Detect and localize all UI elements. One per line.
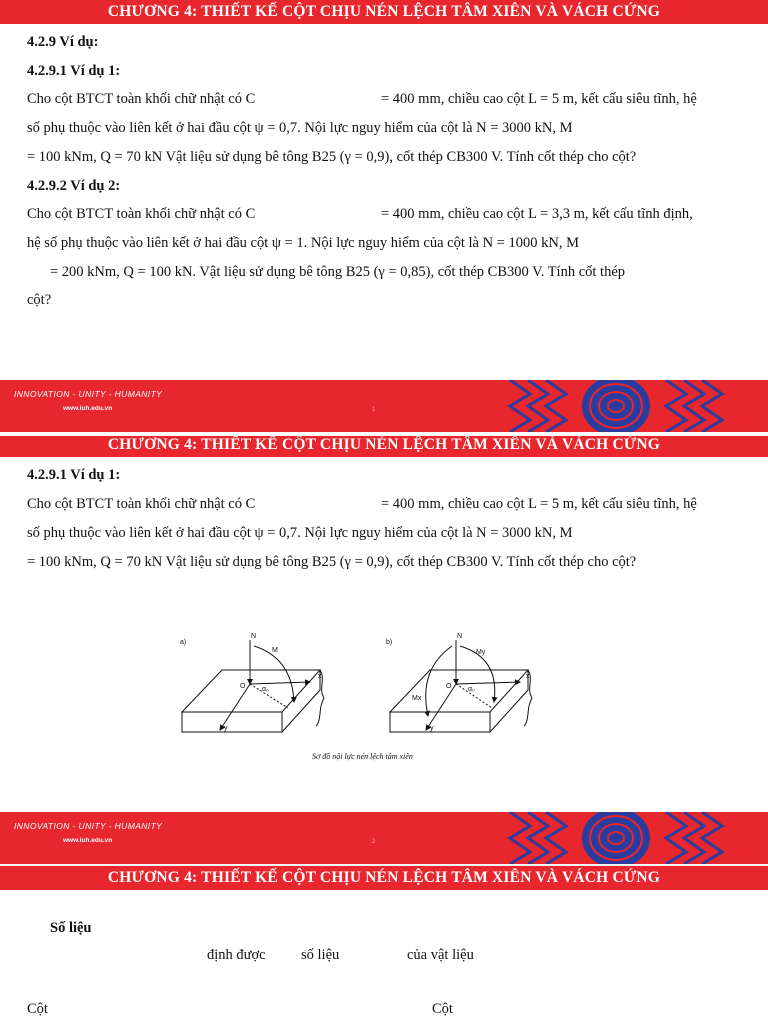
diagram-a	[182, 640, 324, 732]
vd2-line3: = 200 kNm, Q = 100 kN. Vật liệu sử dụng bê tông B25 (γ = 0,85), cốt thép CB300 V. Tính cốt thép	[50, 264, 626, 280]
label-b-my: My	[476, 649, 486, 656]
chapter-title: CHƯƠNG 4: THIẾT KẾ CỘT CHỊU NÉN LỆCH TÂM XIÊN VÀ VÁCH CỨNG	[107, 436, 661, 453]
decorative-pattern-icon	[470, 380, 768, 432]
cot-right-text: Cột	[432, 1001, 453, 1017]
label-b-y: y	[430, 725, 434, 732]
so-lieu-heading: Số liệu	[50, 920, 92, 936]
cua-vat-lieu-text: của vật liệu	[407, 947, 474, 963]
heading-vi-du-2: 4.2.9.2 Ví dụ 2:	[27, 178, 121, 194]
heading-vi-du: 4.2.9 Ví dụ:	[27, 34, 99, 50]
vd2-line2: hệ số phụ thuộc vào liên kết ở hai đầu cột ψ = 1. Nội lực nguy hiểm của cột là N = 1000 kN, M	[27, 235, 579, 251]
label-a-m: M	[272, 647, 278, 654]
chapter-title: CHƯƠNG 4: THIẾT KẾ CỘT CHỊU NÉN LỆCH TÂM XIÊN VÀ VÁCH CỨNG	[107, 869, 661, 886]
footer-motto: INNOVATION - UNITY - HUMANITY	[14, 821, 163, 831]
slide-1	[0, 0, 768, 436]
vd1-line3: = 100 kNm, Q = 70 kN Vật liệu sử dụng bê tông B25 (γ = 0,9), cốt thép CB300 V. Tính cốt thép cho cột?	[27, 554, 637, 570]
vd2-line1-part1: Cho cột BTCT toàn khối chữ nhật có C	[27, 206, 256, 222]
heading-vi-du-1: 4.2.9.1 Ví dụ 1:	[27, 63, 121, 79]
chapter-title-bar	[0, 0, 768, 24]
label-a-o: O	[240, 683, 246, 690]
label-b: b)	[386, 639, 393, 646]
vd1-line1-part2: = 400 mm, chiều cao cột L = 5 m, kết cấu siêu tĩnh, hệ	[381, 91, 697, 107]
vd1-line3: = 100 kNm, Q = 70 kN Vật liệu sử dụng bê tông B25 (γ = 0,9), cốt thép CB300 V. Tính cốt thép cho cột?	[27, 149, 637, 165]
cot-left-text: Cột	[27, 1001, 48, 1017]
vd1-line1-part1: Cho cột BTCT toàn khối chữ nhật có C	[27, 91, 256, 107]
footer-bar	[0, 380, 768, 432]
figure-caption: Sơ đồ nội lực nén lệch tâm xiên	[312, 752, 413, 761]
label-a-n: N	[251, 633, 257, 640]
force-diagram-figure	[170, 630, 550, 760]
label-b-mx: Mx	[412, 695, 422, 702]
footer-bar	[0, 812, 768, 864]
label-b-x: x	[526, 673, 530, 680]
vd1-line1-part1: Cho cột BTCT toàn khối chữ nhật có C	[27, 496, 256, 512]
chapter-title-bar	[0, 436, 768, 457]
decorative-pattern-icon	[470, 812, 768, 864]
vd2-line1-part2: = 400 mm, chiều cao cột L = 3,3 m, kết cấu tĩnh định,	[381, 206, 693, 222]
heading-vi-du-1: 4.2.9.1 Ví dụ 1:	[27, 467, 121, 483]
so-lieu-text: số liệu	[301, 947, 340, 963]
label-a-x: x	[318, 673, 322, 680]
diagram-b	[390, 640, 532, 732]
label-a-alpha: α₀	[262, 686, 269, 693]
vd1-line2: số phụ thuộc vào liên kết ở hai đầu cột ψ = 0,7. Nội lực nguy hiểm của cột là N = 3000 kN, M	[27, 525, 573, 541]
footer-website-link[interactable]: www.iuh.edu.vn	[63, 405, 113, 412]
chapter-title-bar	[0, 866, 768, 890]
label-b-o: O	[446, 683, 452, 690]
footer-website-link[interactable]: www.iuh.edu.vn	[63, 837, 113, 844]
label-b-alpha: α₀	[468, 686, 475, 693]
label-a: a)	[180, 639, 187, 646]
label-a-y: y	[224, 725, 228, 732]
page-number: 2	[372, 839, 376, 845]
chapter-title: CHƯƠNG 4: THIẾT KẾ CỘT CHỊU NÉN LỆCH TÂM XIÊN VÀ VÁCH CỨNG	[107, 3, 661, 20]
label-b-n: N	[457, 633, 463, 640]
page-number: 1	[372, 407, 376, 413]
slide-3	[0, 866, 768, 1024]
vd1-line2: số phụ thuộc vào liên kết ở hai đầu cột ψ = 0,7. Nội lực nguy hiểm của cột là N = 3000 kN, M	[27, 120, 573, 136]
slide-2	[0, 436, 768, 870]
dinh-duoc-text: định được	[207, 947, 266, 963]
footer-motto: INNOVATION - UNITY - HUMANITY	[14, 389, 163, 399]
vd1-line1-part2: = 400 mm, chiều cao cột L = 5 m, kết cấu siêu tĩnh, hệ	[381, 496, 697, 512]
vd2-line4: cột?	[27, 292, 52, 308]
